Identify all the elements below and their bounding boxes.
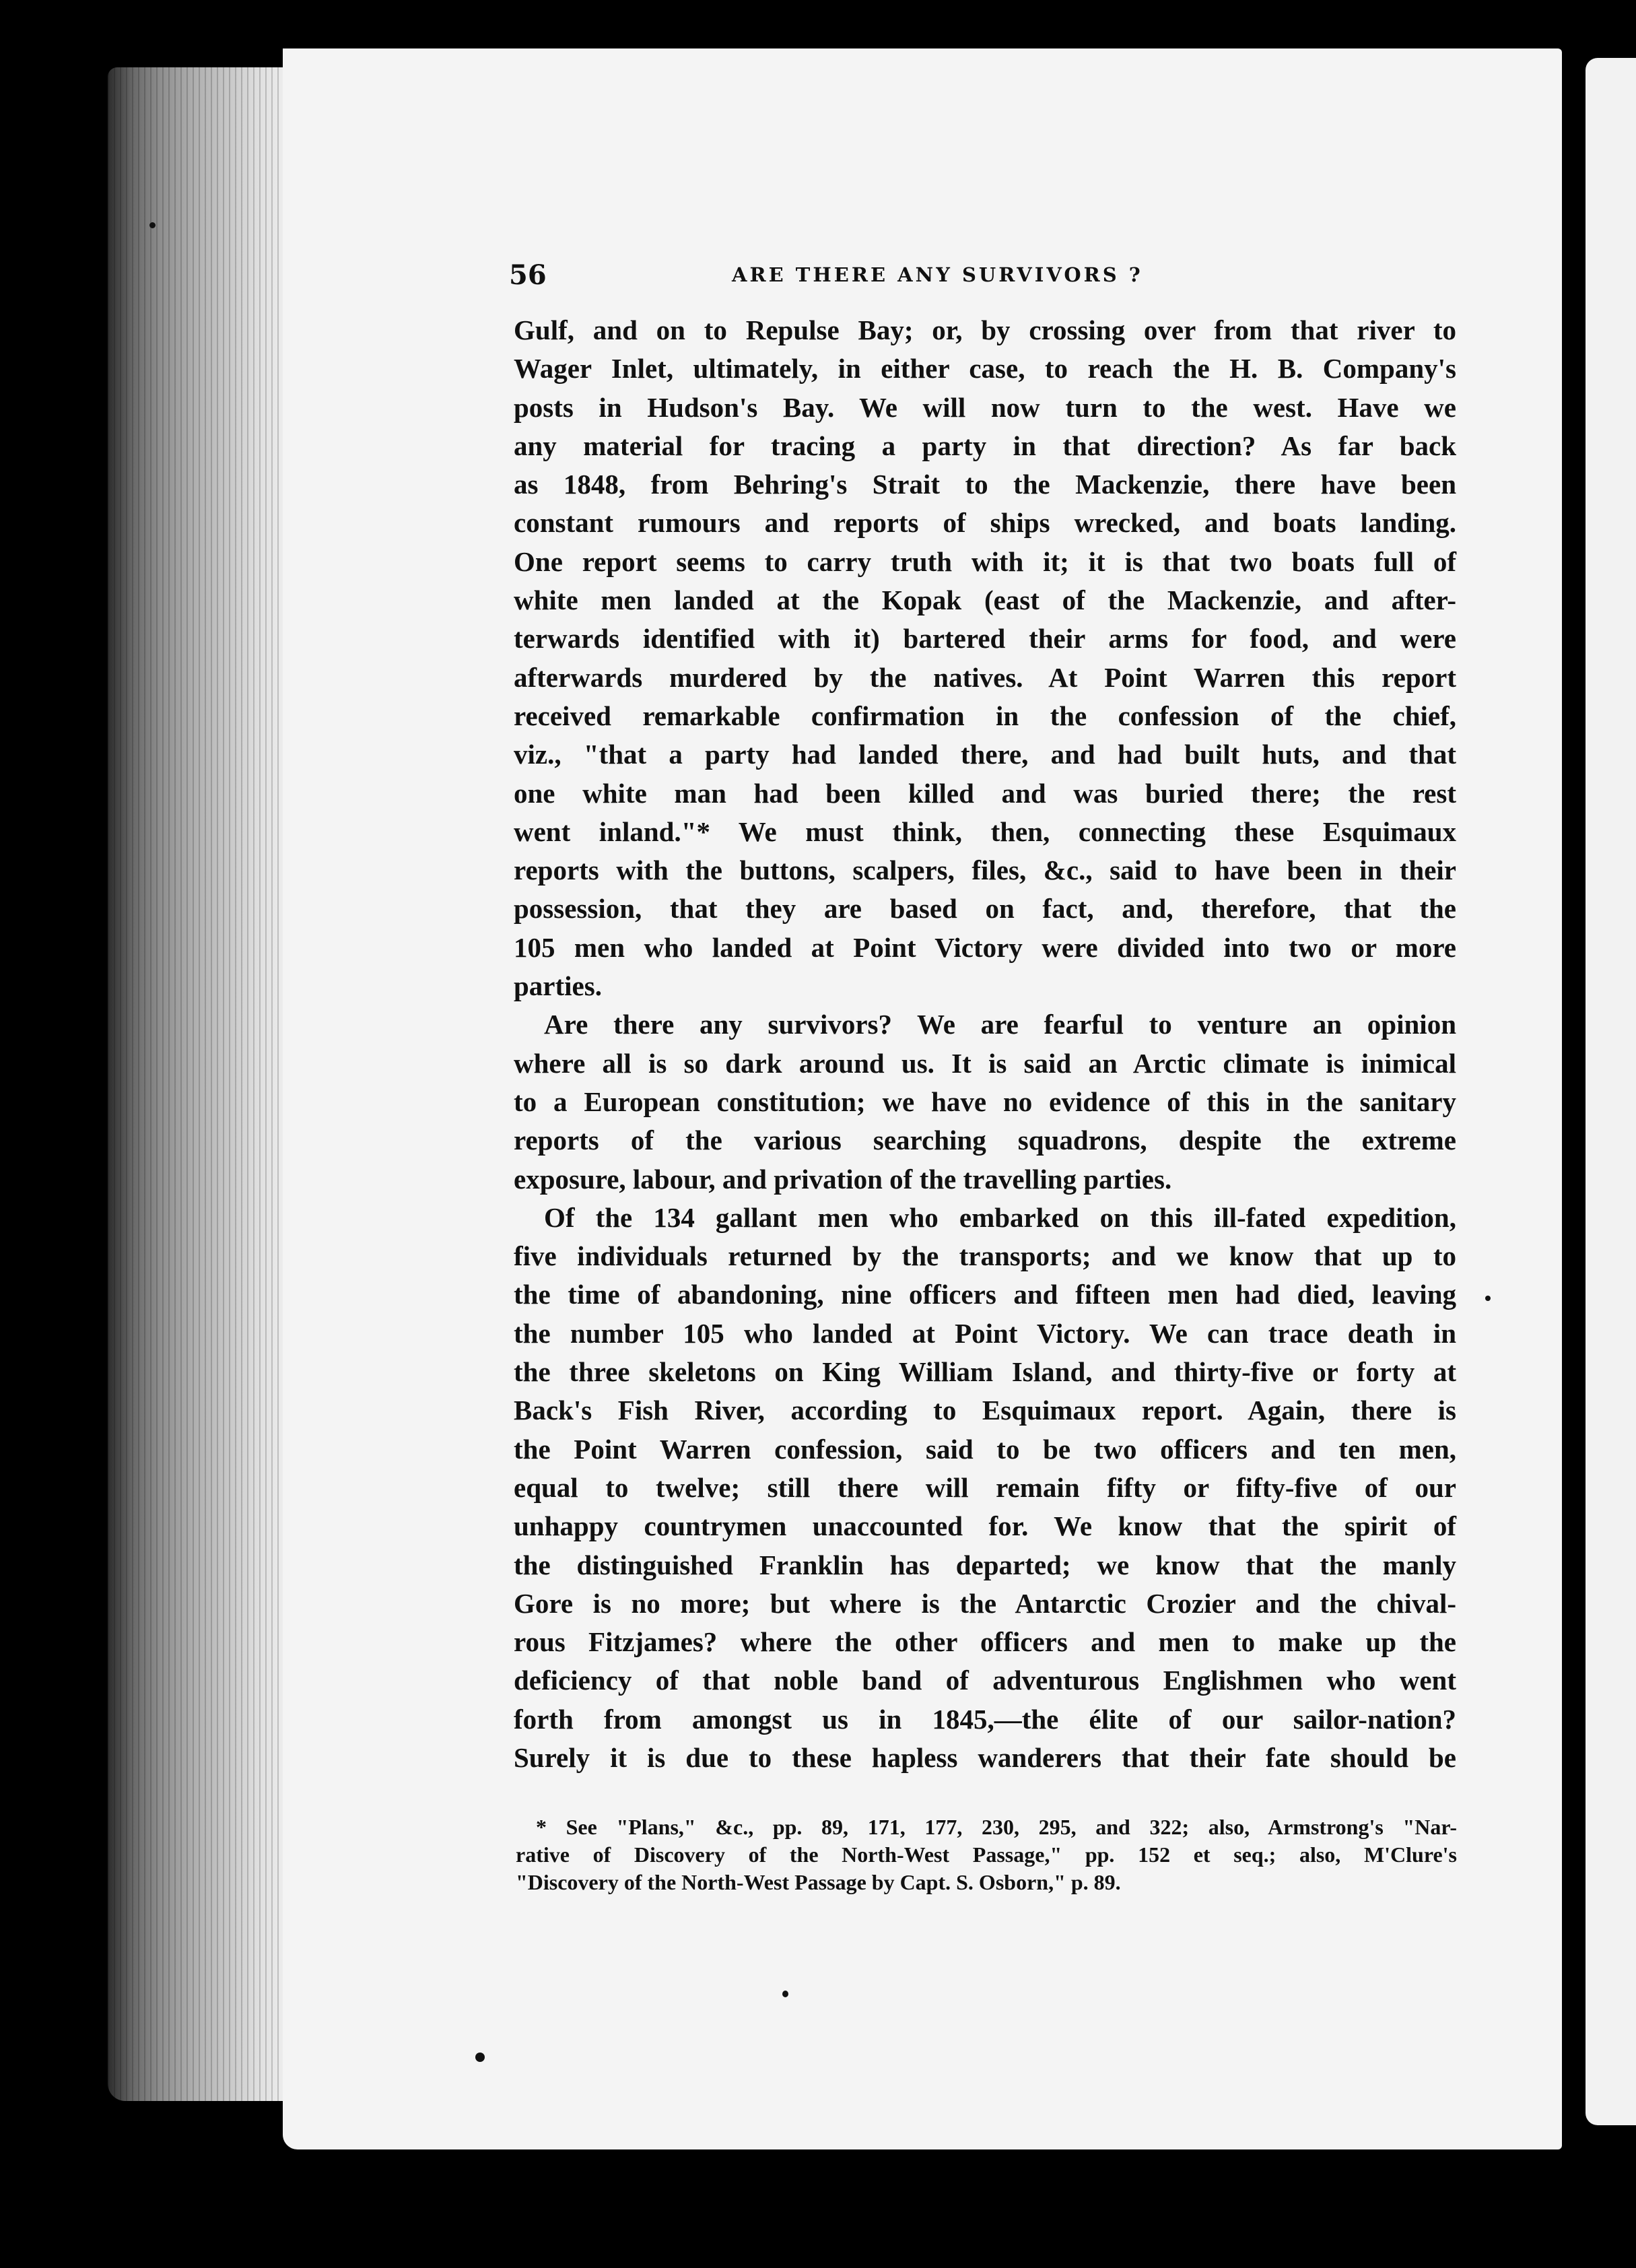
scan-speck bbox=[475, 2053, 485, 2062]
running-head: ARE THERE ANY SURVIVORS ? bbox=[732, 263, 1143, 286]
text-line: white men landed at the Kopak (east of the Mackenzie, and after- bbox=[514, 585, 1456, 616]
text-line: the distinguished Franklin has departed; we know that the manly bbox=[514, 1549, 1456, 1580]
text-line: went inland."* We must think, then, connecting these Esquimaux bbox=[514, 815, 1456, 847]
text-line: where all is so dark around us. It is said an Arctic climate is inimical bbox=[514, 1047, 1456, 1079]
text-line: terwards identified with it) bartered their arms for food, and were bbox=[514, 623, 1456, 655]
text-line: exposure, labour, and privation of the travelling parties. bbox=[514, 1163, 1172, 1195]
footnote bbox=[516, 1813, 1457, 1896]
text-line: one white man had been killed and was buried there; the rest bbox=[514, 777, 1456, 809]
text-line: Wager Inlet, ultimately, in either case, to reach the H. B. Company's bbox=[514, 353, 1456, 385]
text-line: possession, that they are based on fact, and, therefore, that the bbox=[514, 893, 1456, 925]
text-line: parties. bbox=[514, 970, 602, 1002]
scan-speck bbox=[782, 1991, 788, 1997]
scan-speck bbox=[1485, 1296, 1491, 1301]
text-line: any material for tracing a party in that direction? As far back bbox=[514, 430, 1456, 461]
page-header bbox=[509, 259, 1216, 300]
text-line: constant rumours and reports of ships wrecked, and boats landing. bbox=[514, 507, 1456, 539]
text-line: reports with the buttons, scalpers, files, &c., said to have been in their bbox=[514, 855, 1456, 886]
text-line: Are there any survivors? We are fearful to venture an opinion bbox=[544, 1009, 1456, 1040]
page-number: 56 bbox=[509, 259, 547, 291]
text-line: reports of the various searching squadrons, despite the extreme bbox=[514, 1125, 1456, 1156]
footnote-line: rative of Discovery of the North-West Passage," pp. 152 et seq.; also, M'Clure's bbox=[516, 1842, 1457, 1867]
text-line: One report seems to carry truth with it; it is that two boats full of bbox=[514, 545, 1456, 577]
text-line: rous Fitzjames? where the other officers and men to make up the bbox=[514, 1626, 1456, 1658]
text-line: posts in Hudson's Bay. We will now turn to the west. Have we bbox=[514, 391, 1456, 423]
text-line: forth from amongst us in 1845,—the élite of our sailor-nation? bbox=[514, 1703, 1456, 1735]
text-line: equal to twelve; still there will remain fifty or fifty-five of our bbox=[514, 1471, 1456, 1503]
text-line: to a European constitution; we have no evidence of this in the sanitary bbox=[514, 1086, 1456, 1117]
text-line: as 1848, from Behring's Strait to the Mackenzie, there have been bbox=[514, 469, 1456, 500]
text-line: Surely it is due to these hapless wanderers that their fate should be bbox=[514, 1741, 1456, 1773]
text-line: Back's Fish River, according to Esquimaux report. Again, there is bbox=[514, 1395, 1456, 1426]
text-line: viz., "that a party had landed there, and had built huts, and that bbox=[514, 739, 1456, 770]
footnote-line: * See "Plans," &c., pp. 89, 171, 177, 230, 295, and 322; also, Armstrong's "Nar- bbox=[536, 1815, 1457, 1839]
scan-speck bbox=[149, 222, 156, 228]
text-line: received remarkable confirmation in the confession of the chief, bbox=[514, 700, 1456, 731]
text-line: Of the 134 gallant men who embarked on this ill-fated expedition, bbox=[544, 1201, 1456, 1233]
text-line: the number 105 who landed at Point Victory. We can trace death in bbox=[514, 1317, 1456, 1349]
text-line: deficiency of that noble band of adventurous Englishmen who went bbox=[514, 1665, 1456, 1696]
text-line: five individuals returned by the transports; and we know that up to bbox=[514, 1240, 1456, 1272]
text-line: unhappy countrymen unaccounted for. We know that the spirit of bbox=[514, 1510, 1456, 1542]
text-line: 105 men who landed at Point Victory were divided into two or more bbox=[514, 931, 1456, 963]
text-line: Gore is no more; but where is the Antarctic Crozier and the chival- bbox=[514, 1587, 1456, 1619]
facing-page-sliver bbox=[1586, 58, 1636, 2125]
body-text bbox=[514, 311, 1456, 1777]
text-line: the three skeletons on King William Island, and thirty-five or forty at bbox=[514, 1356, 1456, 1388]
page-edges-stack bbox=[108, 67, 283, 2101]
text-line: Gulf, and on to Repulse Bay; or, by crossing over from that river to bbox=[514, 314, 1456, 345]
text-line: the Point Warren confession, said to be two officers and ten men, bbox=[514, 1433, 1456, 1465]
footnote-line: "Discovery of the North-West Passage by Capt. S. Osborn," p. 89. bbox=[516, 1870, 1121, 1894]
text-line: afterwards murdered by the natives. At Point Warren this report bbox=[514, 661, 1456, 693]
text-line: the time of abandoning, nine officers and fifteen men had died, leaving bbox=[514, 1279, 1456, 1310]
